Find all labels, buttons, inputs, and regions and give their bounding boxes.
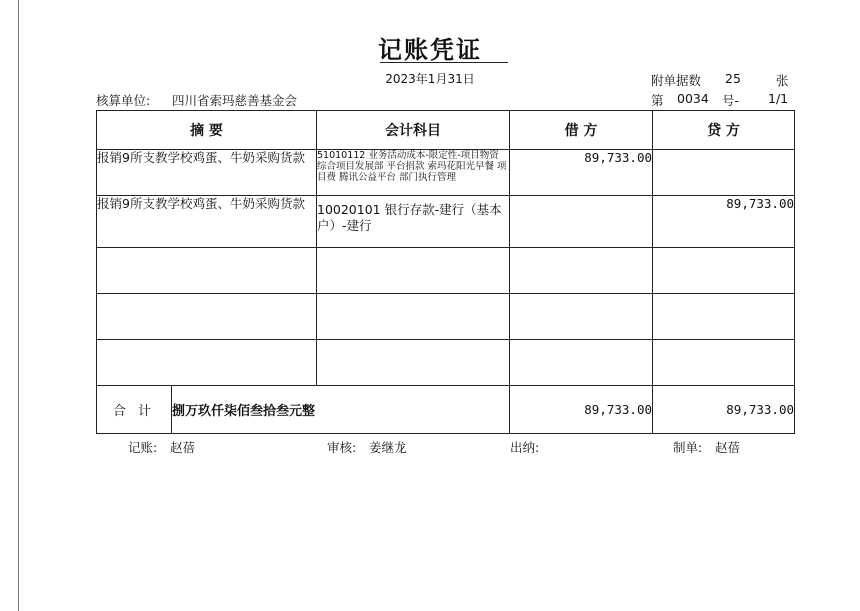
total-debit: 89,733.00 bbox=[510, 386, 653, 434]
unit-name: 四川省索玛慈善基金会 bbox=[172, 93, 298, 108]
entry-account: 10020101 银行存款-建行（基本户）-建行 bbox=[317, 196, 510, 248]
cashier-label: 出纳: bbox=[510, 440, 540, 455]
voucher-no-suffix: 号- bbox=[722, 93, 740, 108]
voucher-date: 2023年1月31日 bbox=[385, 72, 475, 86]
attachments-label: 附单据数 bbox=[651, 73, 702, 88]
attachments-count: 25 bbox=[725, 71, 741, 86]
table-header-row bbox=[97, 111, 795, 150]
col-credit-header: 贷 方 bbox=[653, 111, 795, 150]
entry-account: 51010112 业务活动成本-限定性-项目物资 综合项目发展部 平台捐款 索玛花阳光早餐 项目费 腾讯公益平台 部门执行管理 bbox=[317, 150, 510, 196]
voucher-table bbox=[96, 110, 795, 434]
entry-credit bbox=[653, 150, 795, 196]
table-row bbox=[97, 150, 795, 196]
entry-summary: 报销9所支教学校鸡蛋、牛奶采购货款 bbox=[97, 196, 317, 248]
col-debit-header: 借 方 bbox=[510, 111, 653, 150]
voucher-no-prefix: 第 bbox=[651, 93, 664, 108]
total-amount-in-words: 捌万玖仟柒佰叁拾叁元整 bbox=[172, 386, 510, 434]
entry-debit: 89,733.00 bbox=[510, 150, 653, 196]
bookkeeper-name: 赵蓓 bbox=[170, 440, 196, 455]
table-row-empty bbox=[97, 340, 795, 386]
entry-credit: 89,733.00 bbox=[653, 196, 795, 248]
scan-edge-line bbox=[18, 0, 19, 611]
total-label: 合 计 bbox=[97, 386, 172, 434]
bookkeeper-label: 记账: bbox=[128, 440, 158, 455]
table-row bbox=[97, 196, 795, 248]
entry-debit bbox=[510, 196, 653, 248]
preparer-name: 赵蓓 bbox=[715, 440, 741, 455]
voucher-title: 记账凭证 bbox=[378, 36, 482, 64]
preparer-label: 制单: bbox=[673, 440, 703, 455]
col-summary-header: 摘 要 bbox=[97, 111, 317, 150]
voucher-page: 1/1 bbox=[768, 91, 789, 106]
table-row-empty bbox=[97, 294, 795, 340]
reviewer-name: 姜继龙 bbox=[369, 440, 407, 455]
col-account-header: 会计科目 bbox=[317, 111, 510, 150]
table-row-empty bbox=[97, 248, 795, 294]
attachments-unit: 张 bbox=[776, 73, 789, 88]
voucher-no-number: 0034 bbox=[677, 91, 709, 106]
total-credit: 89,733.00 bbox=[653, 386, 795, 434]
entry-summary: 报销9所支教学校鸡蛋、牛奶采购货款 bbox=[97, 150, 317, 196]
unit-label: 核算单位: bbox=[96, 93, 151, 108]
reviewer-label: 审核: bbox=[327, 440, 357, 455]
title-underline bbox=[380, 62, 508, 63]
total-row bbox=[97, 386, 795, 434]
